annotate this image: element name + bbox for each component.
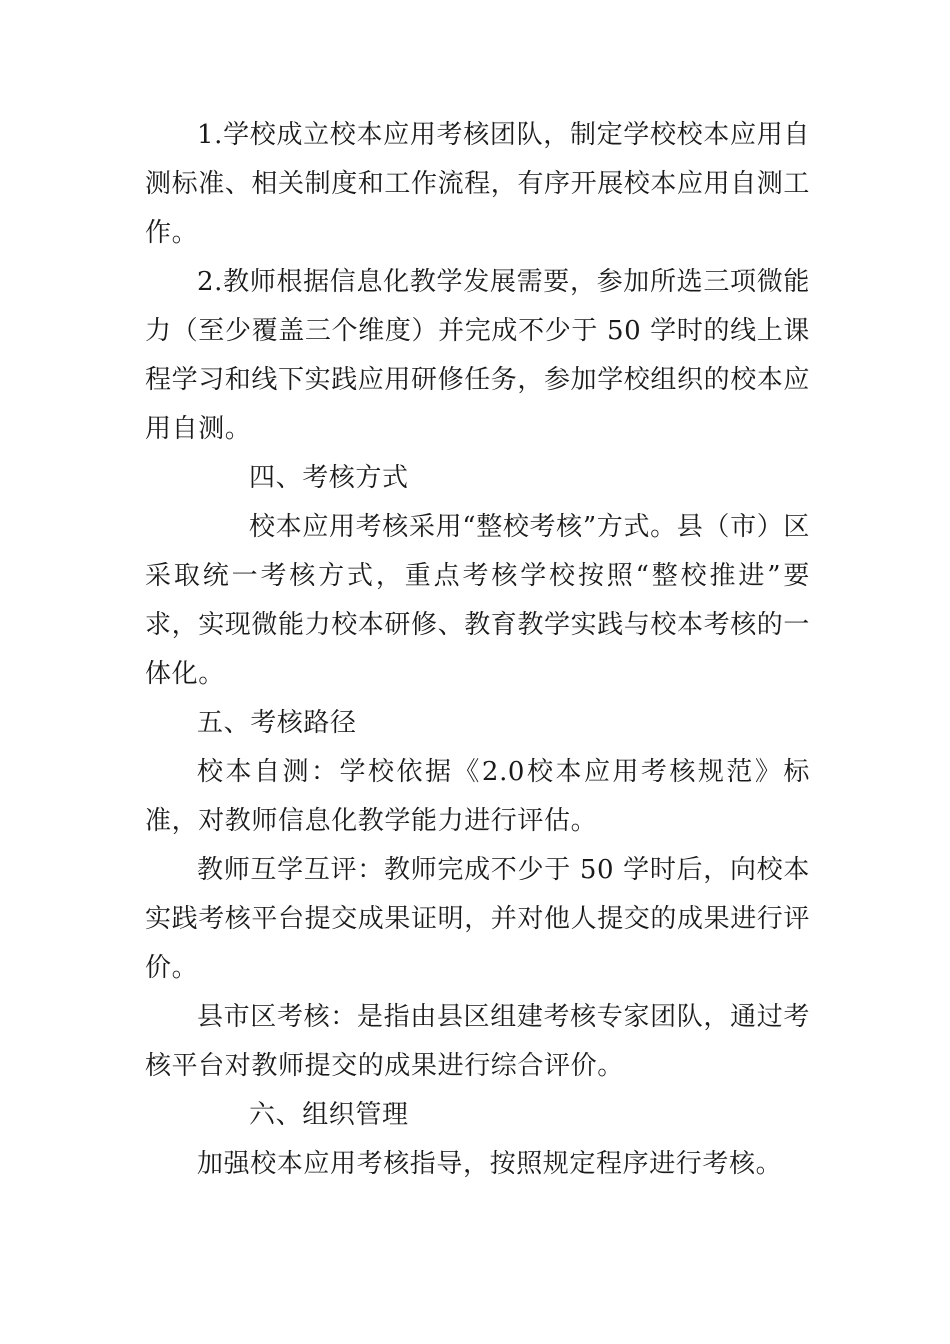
paragraph-item-2: 2.教师根据信息化教学发展需要，参加所选三项微能力（至少覆盖三个维度）并完成不少于 50 学时的线上课程学习和线下实践应用研修任务，参加学校组织的校本应用自测。	[145, 267, 811, 444]
paragraph-assessment-method: 校本应用考核采用“整校考核”方式。县（市）区采取统一考核方式，重点考核学校按照“整校推进”要求，实现微能力校本研修、教育教学实践与校本考核的一体化。	[145, 512, 811, 689]
paragraph-organization: 加强校本应用考核指导，按照规定程序进行考核。	[197, 1149, 783, 1179]
paragraph-item-1: 1.学校成立校本应用考核团队，制定学校校本应用自测标准、相关制度和工作流程，有序开展校本应用自测工作。	[145, 120, 811, 248]
section-heading-assessment-method: 四、考核方式	[249, 463, 409, 493]
paragraph-teacher-peer-review: 教师互学互评：教师完成不少于 50 学时后，向校本实践考核平台提交成果证明，并对他人提交的成果进行评价。	[145, 855, 811, 983]
paragraph-county-assessment: 县市区考核：是指由县区组建考核专家团队，通过考核平台对教师提交的成果进行综合评价。	[145, 1002, 810, 1081]
document-body	[145, 111, 810, 1189]
section-heading-assessment-path: 五、考核路径	[197, 708, 357, 738]
paragraph-school-self-test: 校本自测：学校依据《2.0校本应用考核规范》标准，对教师信息化教学能力进行评估。	[145, 757, 810, 836]
section-heading-organization: 六、组织管理	[249, 1100, 409, 1130]
